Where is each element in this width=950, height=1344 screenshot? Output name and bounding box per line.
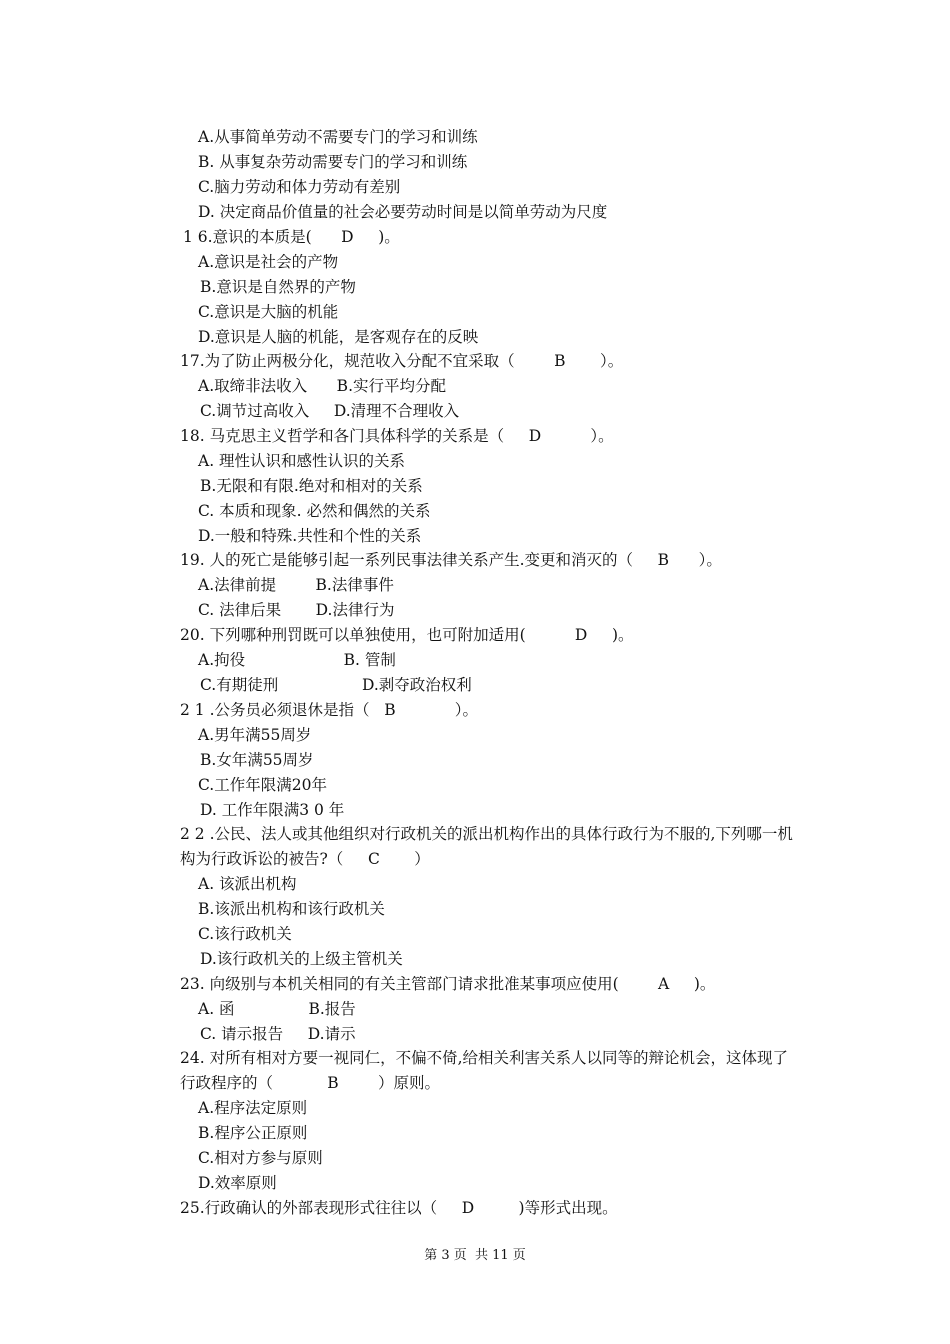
question-line: 2 2 .公民、法人或其他组织对行政机关的派出机构作出的具体行政行为不服的,下列哪一机 [180,825,793,843]
option-line: A. 函 B.报告 [198,1000,356,1018]
option-line: C.相对方参与原则 [198,1149,323,1167]
question-line: 25.行政确认的外部表现形式往往以（ D )等形式出现。 [180,1199,618,1217]
option-line: D. 工作年限满3 0 年 [200,801,345,819]
question-line: 19. 人的死亡是能够引起一系列民事法律关系产生.变更和消灭的（ B ）。 [180,551,722,569]
option-line: B.意识是自然界的产物 [200,278,356,296]
option-line: C.意识是大脑的机能 [198,303,339,321]
option-line: C. 法律后果 D.法律行为 [198,601,395,619]
option-line: C. 本质和现象. 必然和偶然的关系 [198,502,431,520]
question-line: 行政程序的（ B ）原则。 [180,1074,441,1092]
question-line: 17.为了防止两极分化，规范收入分配不宜采取（ B ）。 [180,352,624,370]
option-line: C.该行政机关 [198,925,292,943]
option-line: D. 决定商品价值量的社会必要劳动时间是以简单劳动为尺度 [198,203,608,221]
option-line: A.意识是社会的产物 [198,253,339,271]
option-line: C.工作年限满20年 [198,776,327,794]
question-line: 23. 向级别与本机关相同的有关主管部门请求批准某事项应使用( A )。 [180,975,716,993]
option-line: B.该派出机构和该行政机关 [198,900,385,918]
option-line: A.法律前提 B.法律事件 [198,576,394,594]
option-line: B. 从事复杂劳动需要专门的学习和训练 [198,153,468,171]
option-line: A.拘役 B. 管制 [198,651,396,669]
page-footer: 第 3 页 共 11 页 [424,1248,526,1263]
option-line: C. 请示报告 D.请示 [200,1025,356,1043]
question-line: 构为行政诉讼的被告?（ C ） [180,850,430,868]
option-line: B.无限和有限.绝对和相对的关系 [200,477,423,495]
option-line: A.男年满55周岁 [198,726,312,744]
option-line: A. 理性认识和感性认识的关系 [198,452,406,470]
option-line: C.调节过高收入 D.清理不合理收入 [200,402,460,420]
option-line: C.脑力劳动和体力劳动有差别 [198,178,401,196]
option-line: A.程序法定原则 [198,1099,308,1117]
question-line: 1 6.意识的本质是( D )。 [183,228,400,246]
option-line: D.效率原则 [198,1174,277,1192]
option-line: C.有期徒刑 D.剥夺政治权利 [200,676,472,694]
option-line: B.女年满55周岁 [200,751,314,769]
option-line: A.取缔非法收入 B.实行平均分配 [198,377,447,395]
question-line: 20. 下列哪种刑罚既可以单独使用，也可附加适用( D )。 [180,626,634,644]
option-line: D.该行政机关的上级主管机关 [200,950,403,968]
option-line: A.从事简单劳动不需要专门的学习和训练 [198,128,478,146]
option-line: D.意识是人脑的机能，是客观存在的反映 [198,328,479,346]
question-line: 2 1 .公务员必须退休是指（ B ）。 [180,701,479,719]
option-line: A. 该派出机构 [198,875,297,893]
question-line: 24. 对所有相对方要一视同仁，不偏不倚,给相关利害关系人以同等的辩论机会，这体现了 [180,1049,789,1067]
option-line: D.一般和特殊.共性和个性的关系 [198,527,422,545]
question-line: 18. 马克思主义哲学和各门具体科学的关系是（ D ）。 [180,427,614,445]
option-line: B.程序公正原则 [198,1124,308,1142]
